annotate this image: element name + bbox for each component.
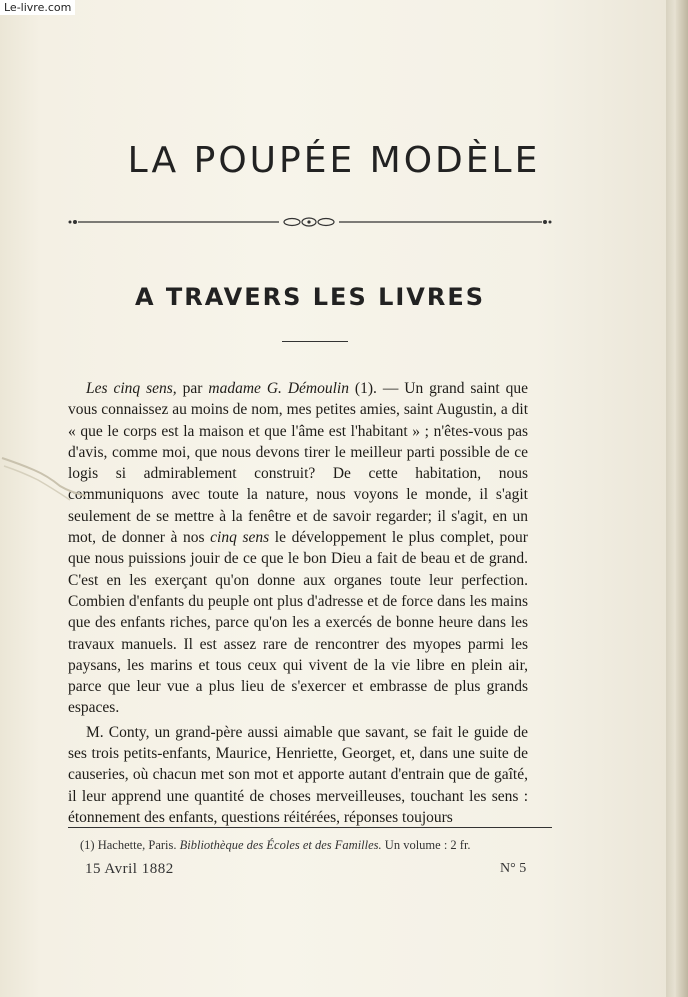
footnote xyxy=(80,838,471,853)
paper-tear-mark xyxy=(0,450,90,510)
watermark: Le-livre.com xyxy=(0,0,75,15)
ornamental-rule xyxy=(64,212,556,232)
issue-date: 15 Avril 1882 xyxy=(85,861,174,877)
paragraph-1 xyxy=(68,378,528,719)
footnote-prefix: (1) Hachette, Paris. xyxy=(80,838,180,852)
paragraph-1-text-b: le développement le plus complet, pour que nous puissions jouir de ce que le bon Dieu a fait de beau et de grand. C'est en les exerçant qu'on donne aux organes toute leur perfection. Combien d'enfants du peuple ont plus d'adresse et de force dans les mains que des enfants riches, parce qu'on les a exercés de bonne heure dans les travaux manuels. Il est assez rare de rencontrer des myopes parmi les paysans, les marins et tous ceux qui vivent de la vie libre en plein air, parce que leur vue a plus lieu de s'exercer et embrasse de plus grands espaces. xyxy=(68,529,528,717)
page-stack-edge-shadow xyxy=(676,0,688,997)
footnote-collection: Bibliothèque des Écoles et des Familles. xyxy=(179,838,382,852)
page-title: LA POUPÉE MODÈLE xyxy=(127,140,541,181)
by-text: par xyxy=(176,380,209,397)
paragraph-1-text-a: (1). — Un grand saint que vous connaissez au moins de nom, mes petites amies, saint Augustin, a dit « que le corps est la maison et que l'âme est l'habitant » ; n'êtes-vous pas d'avis, comme moi, que nous devons tirer le meilleur parti possible de ce logis si admirablement construit? De cette habitation, nous communiquons avec toute la nature, nous voyons le monde, il s'agit seulement de se mettre à la fenêtre et de savoir regarder; il s'agit, en un mot, de donner à nos xyxy=(68,380,528,547)
heading-rule xyxy=(282,341,348,342)
section-heading: A TRAVERS LES LIVRES xyxy=(134,283,486,311)
footnote-rule xyxy=(68,827,552,828)
book-title: Les cinq sens, xyxy=(86,380,177,397)
issue-number: N° 5 xyxy=(500,861,527,876)
article-body xyxy=(68,378,528,828)
book-author: madame G. Démoulin xyxy=(208,380,349,397)
cinq-sens-emphasis: cinq sens xyxy=(210,529,270,547)
paragraph-2: M. Conty, un grand-père aussi aimable que savant, se fait le guide de ses trois petits-enfants, Maurice, Henriette, Georget, et, dans une suite de causeries, où chacun met son mot et apporte autant d'entrain que de gaîté, il leur apprend une quantité de choses merveilleuses, touchant les sens : étonnement des enfants, questions réitérées, réponses toujours xyxy=(68,723,528,826)
footnote-suffix: Un volume : 2 fr. xyxy=(381,838,471,852)
